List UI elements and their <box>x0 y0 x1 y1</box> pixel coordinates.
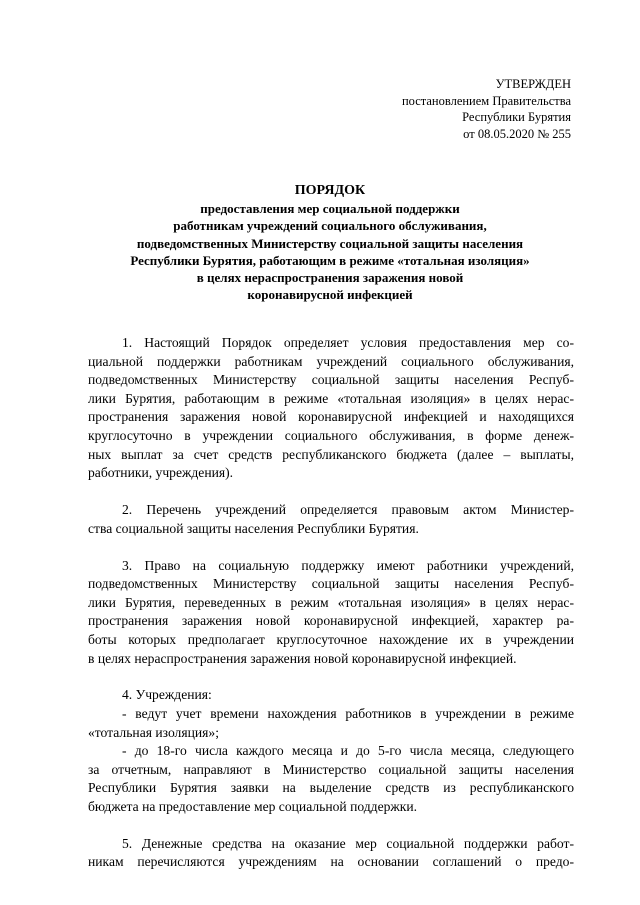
text-line: пространения заражения новой коронавирусной инфекцией, характер ра- <box>88 613 574 629</box>
approval-line: постановлением Правительства <box>401 93 571 108</box>
text-line: круглосуточно в учреждении социального обслуживания, в форме денеж- <box>88 427 574 443</box>
approval-line: Республики Бурятия <box>462 110 571 124</box>
title-line: Республики Бурятия, работающим в режиме «тотальная изоляция» <box>130 252 530 268</box>
text-line: за отчетным, направляют в Министерство социальной защиты населения <box>88 761 574 777</box>
approval-date-number: от 08.05.2020 № 255 <box>463 126 571 141</box>
text-line: лики Бурятия, переведенных в режим «тотальная изоляция» в целях нерас- <box>88 594 574 610</box>
text-line: никам перечисляются учреждениям на основании соглашений о предо- <box>88 854 574 870</box>
paragraph-3 <box>88 557 574 669</box>
paragraph-2 <box>88 501 574 538</box>
text-line: 1. Настоящий Порядок определяет условия предоставления мер со- <box>122 335 574 350</box>
text-line: работники, учреждения). <box>88 465 234 481</box>
title-line: в целях нераспространения заражения новой <box>196 270 464 286</box>
approval-heading: УТВЕРЖДЕН <box>495 77 571 91</box>
text-line: «тотальная изоляция»; <box>88 724 219 740</box>
paragraph-5 <box>88 835 574 872</box>
title-main: ПОРЯДОК <box>294 183 366 198</box>
paragraph-4 <box>88 686 574 816</box>
document-body <box>88 334 574 890</box>
text-line: 4. Учреждения: <box>122 687 212 703</box>
text-line: лики Бурятия, работающим в режиме «тотальная изоляция» в целях нерас- <box>88 390 574 406</box>
document-title <box>80 182 580 304</box>
approval-stamp <box>402 76 571 142</box>
title-line: коронавирусной инфекцией <box>247 287 413 303</box>
text-line: циальной поддержки работникам учреждений социального обслуживания, <box>88 353 574 369</box>
text-line: Республики Бурятия заявки на выделение средств из республиканского <box>88 780 574 796</box>
text-line: подведомственных Министерству социальной защиты населения Респуб- <box>88 372 574 388</box>
text-line: боты которых предполагает круглосуточное нахождение их в учреждении <box>88 631 574 647</box>
text-line: пространения заражения новой коронавирусной инфекцией и находящихся <box>88 409 574 425</box>
text-line: ных выплат за счет средств республиканского бюджета (далее – выплаты, <box>88 446 574 462</box>
text-line: 2. Перечень учреждений определяется правовым актом Министер- <box>122 502 574 518</box>
paragraph-1 <box>88 334 574 483</box>
text-line: - ведут учет времени нахождения работников в учреждении в режиме <box>122 705 574 721</box>
title-line: предоставления мер социальной поддержки <box>200 201 460 216</box>
text-line: 5. Денежные средства на оказание мер социальной поддержки работ- <box>122 835 574 851</box>
text-line: в целях нераспространения заражения новой коронавирусной инфекцией. <box>88 650 517 666</box>
title-line: работникам учреждений социального обслуживания, <box>173 218 487 234</box>
text-line: ства социальной защиты населения Республики Бурятия. <box>88 520 419 536</box>
title-line: подведомственных Министерству социальной защиты населения <box>136 235 524 251</box>
text-line: 3. Право на социальную поддержку имеют работники учреждений, <box>122 557 574 573</box>
text-line: - до 18-го числа каждого месяца и до 5-го числа месяца, следующего <box>122 743 574 759</box>
text-line: бюджета на предоставление мер социальной поддержки. <box>88 798 418 814</box>
text-line: подведомственных Министерству социальной защиты населения Респуб- <box>88 576 574 592</box>
